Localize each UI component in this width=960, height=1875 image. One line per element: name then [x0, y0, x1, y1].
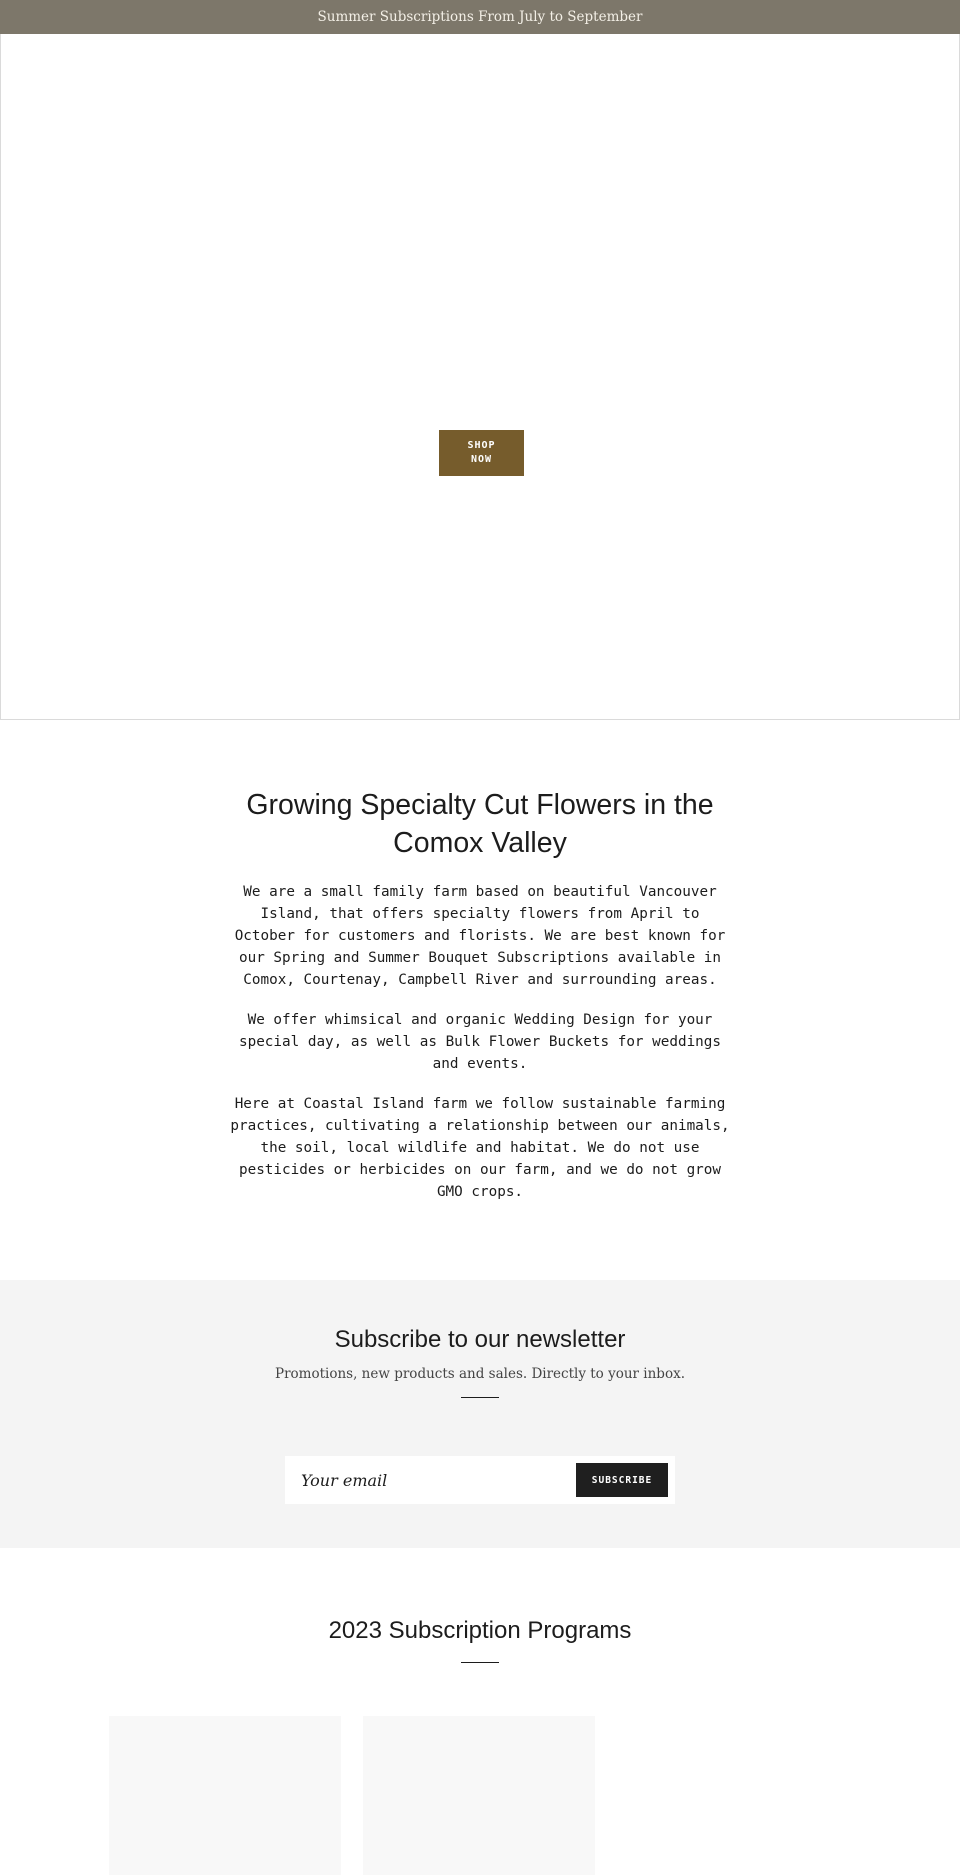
shop-now-button[interactable]: SHOP NOW [439, 430, 524, 476]
intro-section [230, 786, 730, 1221]
programs-divider [461, 1662, 499, 1663]
newsletter-title: Subscribe to our newsletter [334, 1326, 626, 1353]
hero-banner [0, 34, 960, 720]
email-input[interactable] [301, 1471, 576, 1490]
announcement-bar [0, 0, 960, 34]
newsletter-form [285, 1456, 675, 1504]
intro-paragraph: We offer whimsical and organic Wedding Design for your special day, as well as Bulk Flower Buckets for weddings and events. [238, 1012, 722, 1072]
program-card[interactable] [363, 1716, 595, 1875]
intro-paragraph: We are a small family farm based on beautiful Vancouver Island, that offers specialty flowers from April to October for customers and florists. We are best known for our Spring and Summer Bouquet Subscriptions available in Comox, Courtenay, Campbell River and surrounding areas. [234, 884, 726, 988]
program-card[interactable] [109, 1716, 341, 1875]
programs-title: 2023 Subscription Programs [328, 1617, 632, 1644]
subscribe-button[interactable]: SUBSCRIBE [576, 1463, 668, 1497]
announcement-text[interactable]: Summer Subscriptions From July to September [317, 9, 643, 25]
intro-paragraph: Here at Coastal Island farm we follow sustainable farming practices, cultivating a relationship between our animals, the soil, local wildlife and habitat. We do not use pesticides or herbicides on our farm, and we do not grow GMO crops. [230, 1096, 730, 1200]
intro-title: Growing Specialty Cut Flowers in the Comox Valley [246, 789, 714, 859]
newsletter-divider [461, 1397, 499, 1398]
newsletter-subtitle: Promotions, new products and sales. Directly to your inbox. [275, 1366, 685, 1382]
newsletter-section [0, 1280, 960, 1548]
